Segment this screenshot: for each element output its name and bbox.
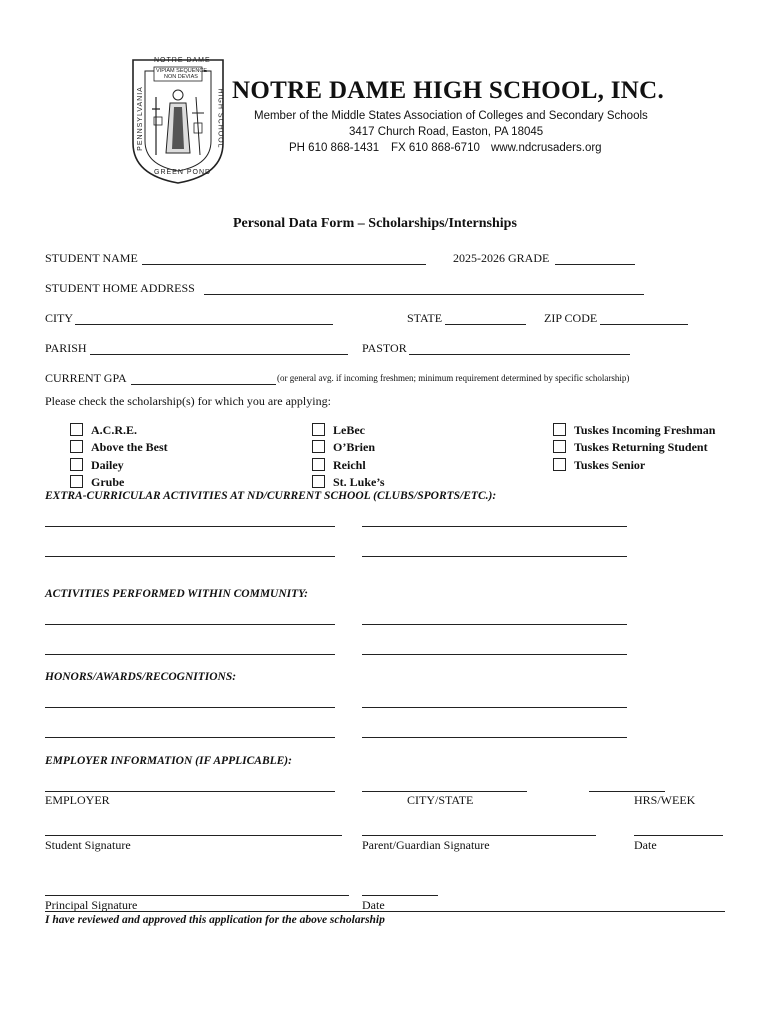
checkbox-label-tuskes-incoming-freshman: Tuskes Incoming Freshman xyxy=(574,423,716,437)
crest-motto-line2: NON DEVIAS xyxy=(164,74,198,80)
checkbox-label-acre: A.C.R.E. xyxy=(91,423,138,437)
checkbox-label-tuskes-returning-student: Tuskes Returning Student xyxy=(574,440,708,454)
hrs-week-field[interactable] xyxy=(589,791,665,792)
honors-heading: HONORS/AWARDS/RECOGNITIONS: xyxy=(45,671,237,683)
parish-field[interactable] xyxy=(90,354,348,355)
honors-line-1b[interactable] xyxy=(362,707,627,708)
extracurricular-line-2b[interactable] xyxy=(362,556,627,557)
pastor-label: PASTOR xyxy=(362,341,407,355)
community-line-1b[interactable] xyxy=(362,624,627,625)
community-line-2a[interactable] xyxy=(45,654,335,655)
crest-left-text: PENNSYLVANIA xyxy=(136,86,144,151)
date-line-2[interactable] xyxy=(362,895,438,896)
parent-signature-line[interactable] xyxy=(362,835,596,836)
checkbox-tuskes-incoming-freshman[interactable] xyxy=(553,423,566,436)
school-crest xyxy=(130,57,226,185)
checkbox-label-tuskes-senior: Tuskes Senior xyxy=(574,458,646,472)
checkbox-reichl[interactable] xyxy=(312,458,325,471)
approval-rule xyxy=(45,911,725,912)
checkbox-st-lukes[interactable] xyxy=(312,475,325,488)
employer-heading: EMPLOYER INFORMATION (IF APPLICABLE): xyxy=(45,755,292,767)
school-fax: FX 610 868-6710 xyxy=(391,142,480,154)
date-label-1: Date xyxy=(634,838,657,852)
zip-label: ZIP CODE xyxy=(544,311,598,325)
community-line-1a[interactable] xyxy=(45,624,335,625)
home-address-label: STUDENT HOME ADDRESS xyxy=(45,281,195,295)
city-field[interactable] xyxy=(75,324,333,325)
checkbox-label-above-the-best: Above the Best xyxy=(91,440,168,454)
honors-line-2b[interactable] xyxy=(362,737,627,738)
gpa-field[interactable] xyxy=(131,384,276,385)
checkbox-grube[interactable] xyxy=(70,475,83,488)
student-name-field[interactable] xyxy=(142,264,426,265)
extracurricular-line-2a[interactable] xyxy=(45,556,335,557)
grade-label: 2025-2026 GRADE xyxy=(453,251,550,265)
approval-statement: I have reviewed and approved this application for the above scholarship xyxy=(45,914,385,926)
principal-signature-label: Principal Signature xyxy=(45,898,138,912)
crest-motto-line1: VIPIAM SEQUENCE xyxy=(156,68,208,74)
crest-top-text: NOTRE DAME xyxy=(154,57,211,64)
checkbox-lebec[interactable] xyxy=(312,423,325,436)
date-label-2: Date xyxy=(362,898,385,912)
employer-field[interactable] xyxy=(45,791,335,792)
community-heading: ACTIVITIES PERFORMED WITHIN COMMUNITY: xyxy=(45,588,308,600)
checkbox-tuskes-senior[interactable] xyxy=(553,458,566,471)
checkbox-above-the-best[interactable] xyxy=(70,440,83,453)
extracurricular-line-1a[interactable] xyxy=(45,526,335,527)
home-address-field[interactable] xyxy=(204,294,644,295)
school-phone: PH 610 868-1431 xyxy=(289,142,380,154)
student-name-label: STUDENT NAME xyxy=(45,251,138,265)
student-signature-line[interactable] xyxy=(45,835,342,836)
grade-field[interactable] xyxy=(555,264,635,265)
crest-right-text: HIGH SCHOOL xyxy=(216,88,224,149)
pastor-field[interactable] xyxy=(409,354,630,355)
state-label: STATE xyxy=(407,311,443,325)
city-label: CITY xyxy=(45,311,73,325)
community-line-2b[interactable] xyxy=(362,654,627,655)
checkbox-tuskes-returning-student[interactable] xyxy=(553,440,566,453)
city-state-field[interactable] xyxy=(362,791,527,792)
school-membership: Member of the Middle States Association of Colleges and Secondary Schools xyxy=(254,110,648,122)
employer-label: EMPLOYER xyxy=(45,793,110,807)
state-field[interactable] xyxy=(445,324,526,325)
checkbox-label-grube: Grube xyxy=(91,475,125,489)
checkbox-dailey[interactable] xyxy=(70,458,83,471)
extracurricular-line-1b[interactable] xyxy=(362,526,627,527)
school-name: NOTRE DAME HIGH SCHOOL, INC. xyxy=(232,77,665,104)
gpa-note: (or general avg. if incoming freshmen; minimum requirement determined by specific scholarship) xyxy=(277,373,630,383)
checkbox-obrien[interactable] xyxy=(312,440,325,453)
crest-bottom-text: GREEN POND xyxy=(154,169,212,176)
checkbox-label-dailey: Dailey xyxy=(91,458,124,472)
scholarship-prompt: Please check the scholarship(s) for which you are applying: xyxy=(45,394,331,408)
school-address: 3417 Church Road, Easton, PA 18045 xyxy=(349,126,544,138)
checkbox-label-reichl: Reichl xyxy=(333,458,366,472)
parish-label: PARISH xyxy=(45,341,87,355)
student-signature-label: Student Signature xyxy=(45,838,131,852)
parent-signature-label: Parent/Guardian Signature xyxy=(362,838,490,852)
honors-line-2a[interactable] xyxy=(45,737,335,738)
city-state-label: CITY/STATE xyxy=(407,793,474,807)
hrs-week-label: HRS/WEEK xyxy=(634,793,696,807)
principal-signature-line[interactable] xyxy=(45,895,349,896)
school-website: www.ndcrusaders.org xyxy=(491,142,602,154)
date-line-1[interactable] xyxy=(634,835,723,836)
checkbox-acre[interactable] xyxy=(70,423,83,436)
checkbox-label-st-lukes: St. Luke’s xyxy=(333,475,385,489)
honors-line-1a[interactable] xyxy=(45,707,335,708)
zip-field[interactable] xyxy=(600,324,688,325)
checkbox-label-lebec: LeBec xyxy=(333,423,365,437)
checkbox-label-obrien: O’Brien xyxy=(333,440,375,454)
extracurricular-heading: EXTRA-CURRICULAR ACTIVITIES AT ND/CURRENT SCHOOL (CLUBS/SPORTS/ETC.): xyxy=(45,490,497,502)
gpa-label: CURRENT GPA xyxy=(45,371,127,385)
form-title: Personal Data Form – Scholarships/Internships xyxy=(233,216,517,231)
